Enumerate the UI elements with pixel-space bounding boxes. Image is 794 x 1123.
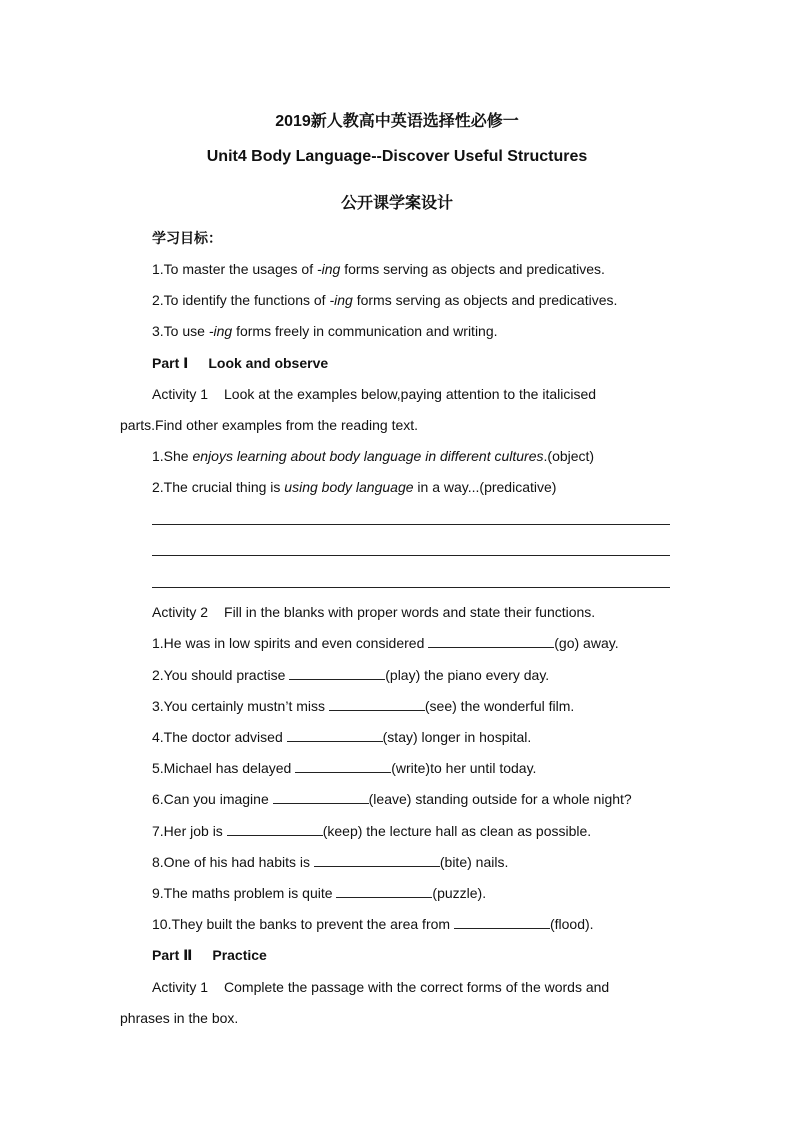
activity1-instruction-cont: parts.Find other examples from the reading text. [120,417,419,433]
objectives-heading: 学习目标： [152,230,222,246]
part2-activity1-instruction-cont: phrases in the box. [120,1010,239,1026]
exercise-item: 1.He was in low spirits and even considered (go) away. [152,635,619,651]
fill-blank[interactable] [454,916,550,929]
title-unit: Unit4 Body Language--Discover Useful Structures [206,148,588,165]
fill-blank[interactable] [295,760,391,773]
activity1-instruction: Activity 1 Look at the examples below,paying attention to the italicised [152,386,597,402]
objective-item: 1.To master the usages of -ing forms serving as objects and predicatives. [152,261,605,277]
answer-line[interactable] [152,555,670,556]
fill-blank[interactable] [289,667,385,680]
fill-blank[interactable] [227,823,323,836]
fill-blank[interactable] [336,885,432,898]
exercise-item: 10.They built the banks to prevent the area from (flood). [152,916,594,932]
part2-activity1-instruction: Activity 1 Complete the passage with the correct forms of the words and [152,979,610,995]
answer-line[interactable] [152,587,670,588]
title-course: 2019新人教高中英语选择性必修一 [275,113,519,130]
fill-blank[interactable] [273,791,369,804]
fill-blank[interactable] [428,635,554,648]
exercise-item: 5.Michael has delayed (write)to her until today. [152,760,537,776]
exercise-item: 4.The doctor advised (stay) longer in hospital. [152,729,532,745]
fill-blank[interactable] [287,729,383,742]
exercise-item: 9.The maths problem is quite (puzzle). [152,885,487,901]
exercise-item: 7.Her job is (keep) the lecture hall as clean as possible. [152,823,592,839]
example-item: 2.The crucial thing is using body language in a way...(predicative) [152,479,557,495]
part2-heading: Part Ⅱ Practice [152,947,267,963]
example-item: 1.She enjoys learning about body language in different cultures.(object) [152,448,595,464]
fill-blank[interactable] [329,698,425,711]
answer-line[interactable] [152,524,670,525]
title-design: 公开课学案设计 [340,195,453,212]
exercise-item: 3.You certainly mustn’t miss (see) the wonderful film. [152,698,575,714]
activity2-instruction: Activity 2 Fill in the blanks with proper words and state their functions. [152,604,596,620]
part1-heading: Part Ⅰ Look and observe [152,355,329,371]
objective-item: 2.To identify the functions of -ing forms serving as objects and predicatives. [152,292,618,308]
exercise-item: 6.Can you imagine (leave) standing outside for a whole night? [152,791,632,807]
objective-item: 3.To use -ing forms freely in communication and writing. [152,323,498,339]
fill-blank[interactable] [314,854,440,867]
exercise-item: 2.You should practise (play) the piano every day. [152,667,550,683]
exercise-item: 8.One of his had habits is (bite) nails. [152,854,509,870]
